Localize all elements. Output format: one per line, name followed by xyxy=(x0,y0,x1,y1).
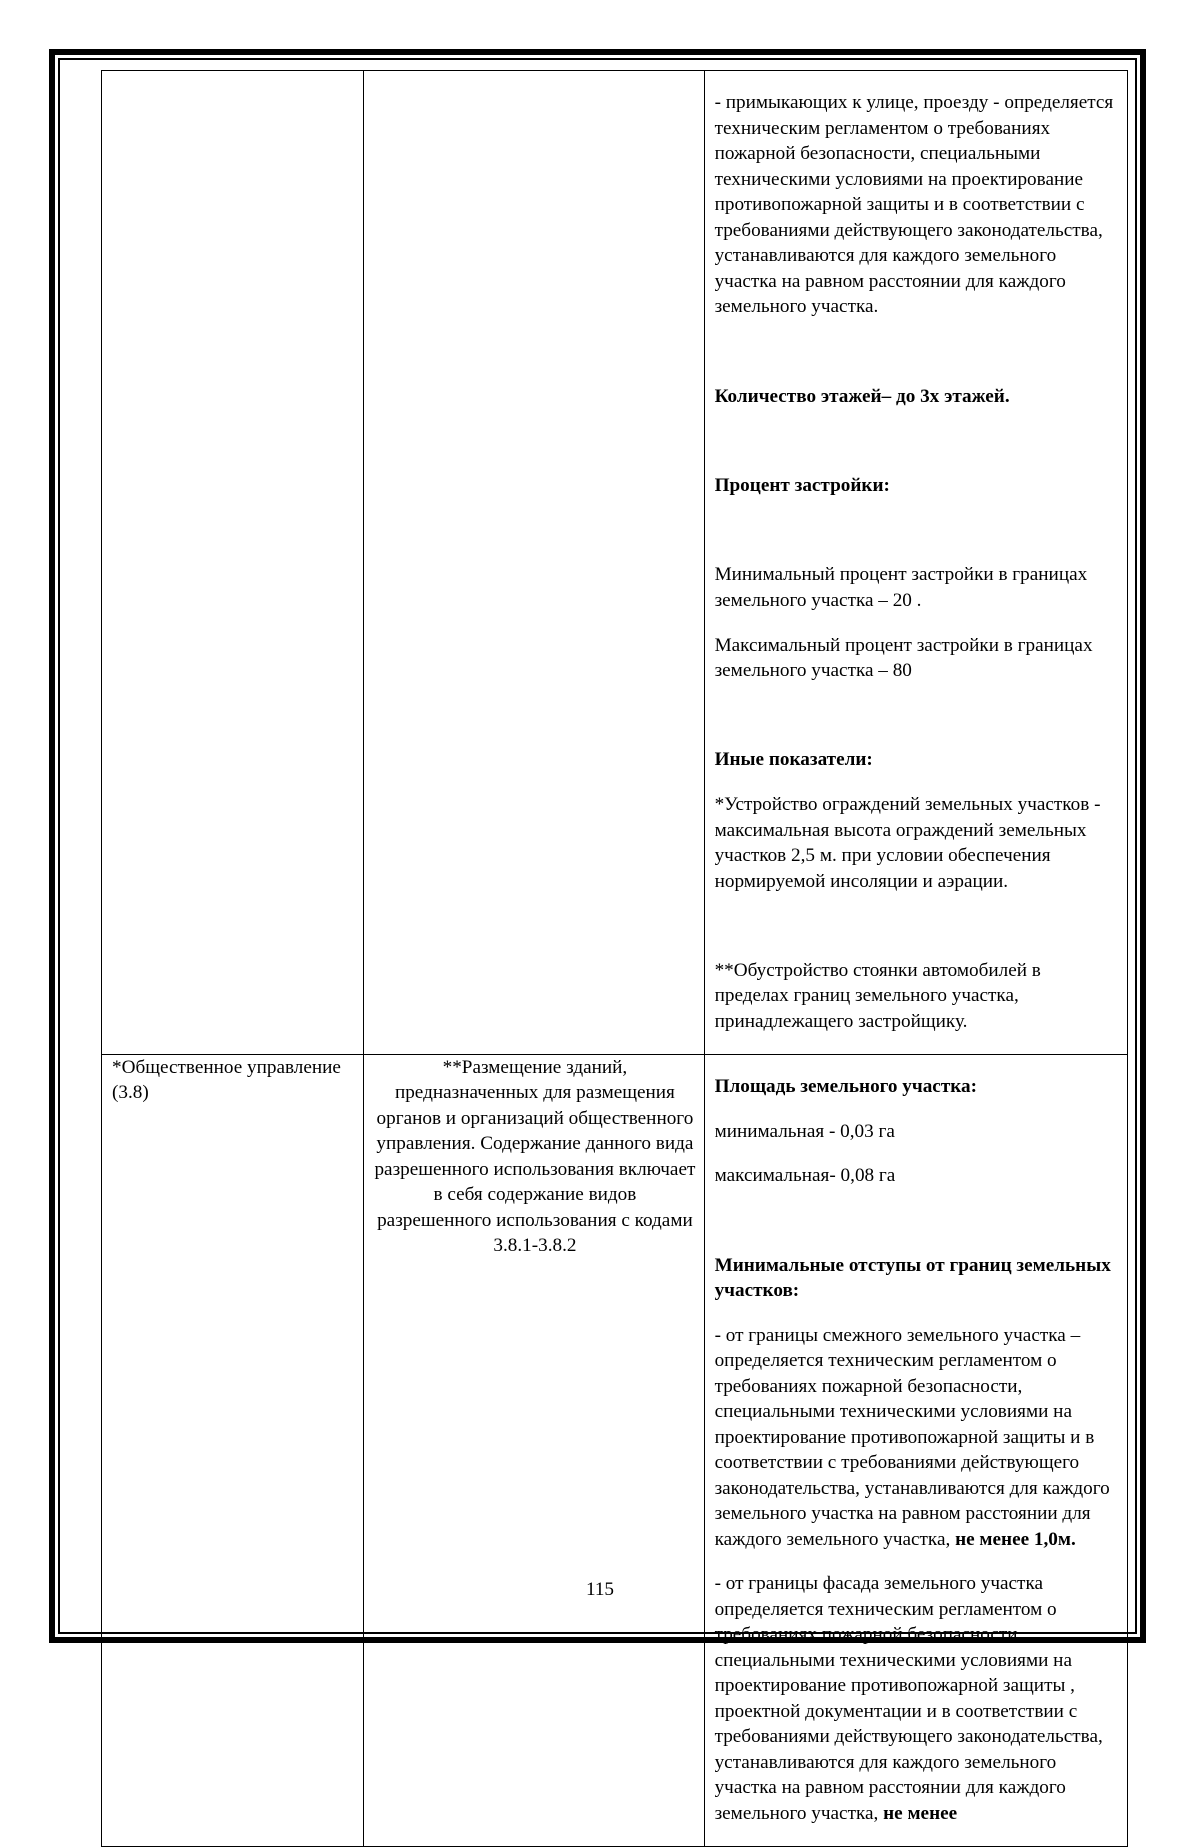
page-number: 115 xyxy=(585,1579,615,1600)
area-min-text: минимальная - 0,03 га xyxy=(714,1120,895,1142)
setback-facade-text: - от границы фасада земельного участка определяется техническим регламентом о требованиях пожарной безопасности, специальными техническими условиями на проектирование противопожарной защиты , проектной документации и в соответствии с требованиями действующего законодательства, устанавливаются для каждого земельного участка на равном расстоянии для каждого земельного участка, xyxy=(714,1573,1103,1824)
row2-description-cell xyxy=(364,1054,704,1846)
table-row xyxy=(102,1054,1128,1846)
setback-facade-min: не менее xyxy=(883,1802,958,1824)
row1-parameters-cell xyxy=(704,71,1127,1055)
area-heading: Площадь земельного участка: xyxy=(714,1075,978,1097)
setback-heading: Минимальные отступы от границ земельных участков: xyxy=(714,1254,1111,1302)
coverage-max-text: Максимальный процент застройки в границах земельного участка – 80 xyxy=(714,634,1093,681)
setback-facade-paragraph xyxy=(715,1571,1119,1826)
row2-parameters-cell xyxy=(704,1054,1127,1846)
use-description-text: **Размещение зданий, предназначенных для размещения органов и организаций общественного управления. Содержание данного вида разрешенного использования включает в себя содержание видов разрешенного использования с кодами 3.8.1-3.8.2 xyxy=(374,1056,696,1257)
setback-street-text: - примыкающих к улице, проезду - определяется техническим регламентом о требованиях пожарной безопасности, специальными техническими условиями на проектирование противопожарной защиты и в соответствии с требованиями действующего законодательства, устанавливаются для каждого земельного участка на равном расстоянии для каждого земельного участка. xyxy=(714,92,1114,318)
row1-use-type-cell xyxy=(102,71,364,1055)
coverage-heading: Процент застройки: xyxy=(714,474,890,496)
row2-use-type-cell xyxy=(102,1054,364,1846)
table-row xyxy=(102,71,1128,1055)
parking-text: **Обустройство стоянки автомобилей в пределах границ земельного участка, принадлежащего застройщику. xyxy=(714,959,1041,1032)
use-type-text: *Общественное управление (3.8) xyxy=(112,1056,341,1104)
other-indicators-heading: Иные показатели: xyxy=(714,749,873,771)
setback-adjacent-min: не менее 1,0м. xyxy=(955,1528,1076,1550)
floors-text: Количество этажей– до 3х этажей. xyxy=(714,385,1010,407)
coverage-min-text: Минимальный процент застройки в границах земельного участка – 20 . xyxy=(714,564,1088,611)
area-max-text: максимальная- 0,08 га xyxy=(714,1165,896,1187)
setback-adjacent-text: - от границы смежного земельного участка – определяется техническим регламентом о требованиях пожарной безопасности, специальными техническими условиями на проектирование противопожарной защиты и в соответствии с требованиями действующего законодательства, устанавливаются для каждого земельного участка на равном расстоянии для каждого земельного участка, xyxy=(714,1324,1110,1550)
row1-description-cell xyxy=(364,71,704,1055)
fence-text: *Устройство ограждений земельных участков - максимальная высота ограждений земельных участков 2,5 м. при условии обеспечения нормируемой инсоляции и аэрации. xyxy=(714,794,1101,892)
setback-adjacent-paragraph xyxy=(715,1323,1119,1553)
